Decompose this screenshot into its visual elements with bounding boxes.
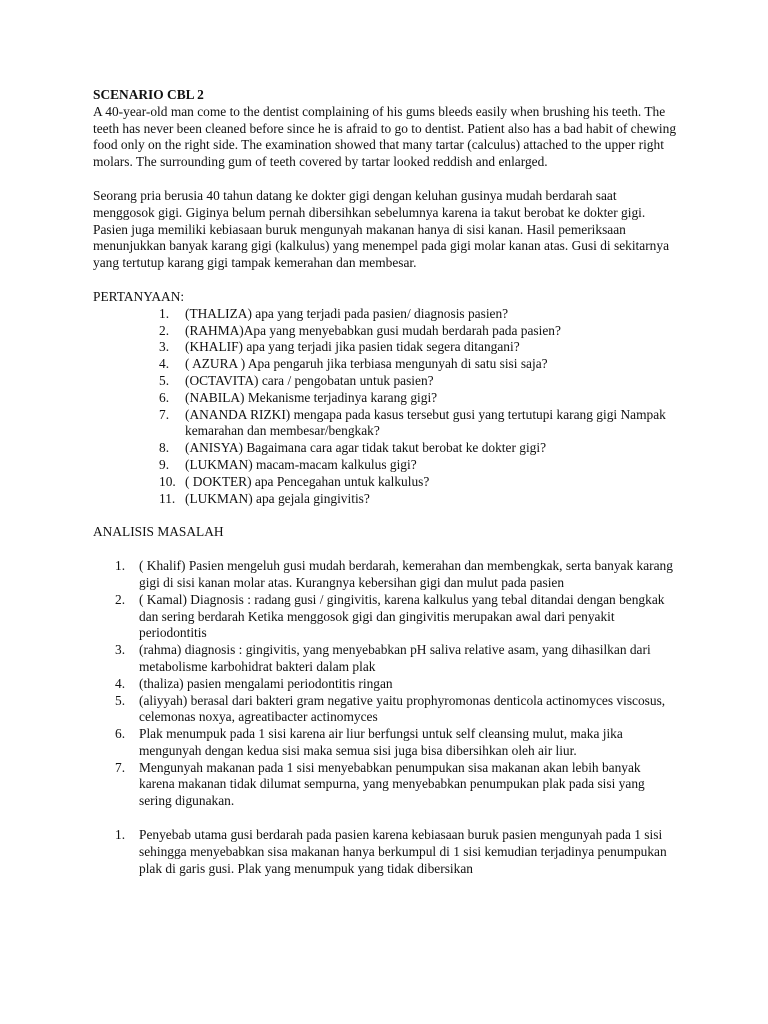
question-item-text: (THALIZA) apa yang terjadi pada pasien/ diagnosis pasien?	[185, 305, 509, 321]
question-item-text: (NABILA) Mekanisme terjadinya karang gigi?	[185, 389, 438, 405]
question-item	[93, 306, 678, 323]
question-item-text: (OCTAVITA) cara / pengobatan untuk pasien?	[185, 372, 434, 388]
question-item-text: ( DOKTER) apa Pencegahan untuk kalkulus?	[185, 473, 430, 489]
question-item	[93, 390, 678, 407]
question-item	[93, 491, 678, 508]
question-item-number: 3.	[159, 339, 170, 355]
scenario-english: A 40-year-old man come to the dentist complaining of his gums bleeds easily when brushing his teeth. The teeth has never been cleaned before since he is afraid to go to dentist. Patient also has a bad habit of chewing food only on the right side. The examination showed that many tartar (calculus) attached to the upper right molars. The surrounding gum of teeth covered by tartar looked reddish and enlarged.	[93, 103, 677, 170]
analysis-item-text: (rahma) diagnosis : gingivitis, yang menyebabkan pH saliva relative asam, yang dihasilkan dari metabolisme karbohidrat bakteri dalam plak	[139, 642, 651, 674]
scenario-title: SCENARIO CBL 2	[93, 87, 204, 102]
spacer	[93, 810, 678, 827]
analysis-list-continued	[93, 827, 678, 877]
question-item-number: 6.	[159, 389, 170, 405]
analysis-item-text: (thaliza) pasien mengalami periodontitis ringan	[139, 675, 393, 691]
analysis-item-number: 3.	[115, 642, 126, 658]
spacer	[93, 541, 678, 558]
analysis-item-number: 4.	[115, 675, 126, 691]
spacer	[93, 171, 678, 188]
analysis-item-text: Plak menumpuk pada 1 sisi karena air liur berfungsi untuk self cleansing mulut, maka jika mengunyah dengan kedua sisi maka semua sisi juga bisa dibersihkan oleh air liur.	[139, 726, 623, 758]
question-item-text: (ANISYA) Bagaimana cara agar tidak takut berobat ke dokter gigi?	[185, 440, 547, 456]
question-item-number: 2.	[159, 322, 170, 338]
analysis-list	[93, 558, 678, 810]
analysis-item	[93, 693, 678, 727]
questions-heading: PERTANYAAN:	[93, 288, 185, 304]
question-item-number: 9.	[159, 456, 170, 472]
analysis-item-text: ( Khalif) Pasien mengeluh gusi mudah berdarah, kemerahan dan membengkak, serta banyak karang gigi di sisi kanan molar atas. Kurangnya kebersihan gigi dan mulut pada pasien	[139, 558, 673, 590]
question-item-number: 4.	[159, 356, 170, 372]
question-item	[93, 339, 678, 356]
analysis-item-number: 7.	[115, 759, 126, 775]
question-item	[93, 407, 678, 441]
analysis-item	[93, 642, 678, 676]
question-item-number: 1.	[159, 305, 170, 321]
analysis-item-text: (aliyyah) berasal dari bakteri gram negative yaitu prophyromonas denticola actinomyces viscosus, celemonas noxya, agreatibacter actinomyces	[139, 692, 666, 725]
question-item-text: (LUKMAN) macam-macam kalkulus gigi?	[185, 456, 417, 472]
analysis-item	[93, 558, 678, 592]
question-item	[93, 457, 678, 474]
question-item-text: (ANANDA RIZKI) mengapa pada kasus tersebut gusi yang tertutupi karang gigi Nampak kemarahan dan membesar/bengkak?	[185, 406, 666, 439]
analysis-item	[93, 592, 678, 642]
questions-list	[93, 306, 678, 508]
analysis-item	[93, 726, 678, 760]
question-item	[93, 373, 678, 390]
question-item-number: 11.	[159, 490, 176, 506]
document-content	[93, 87, 678, 877]
analysis-item	[93, 760, 678, 810]
question-item-number: 8.	[159, 440, 170, 456]
analysis-item-number: 1.	[115, 827, 126, 843]
question-item	[93, 356, 678, 373]
question-item-text: (KHALIF) apa yang terjadi jika pasien tidak segera ditangani?	[185, 339, 520, 355]
analysis-item-number: 5.	[115, 692, 126, 708]
analysis-item	[93, 827, 678, 877]
question-item-text: (LUKMAN) apa gejala gingivitis?	[185, 490, 370, 506]
question-item-number: 5.	[159, 372, 170, 388]
spacer	[93, 507, 678, 524]
spacer	[93, 272, 678, 289]
question-item-text: ( AZURA ) Apa pengaruh jika terbiasa mengunyah di satu sisi saja?	[185, 356, 548, 372]
analysis-heading: ANALISIS MASALAH	[93, 524, 224, 540]
analysis-item-number: 1.	[115, 558, 126, 574]
analysis-item-text: Mengunyah makanan pada 1 sisi menyebabkan penumpukan sisa makanan akan lebih banyak karena makanan tidak dilumat sempurna, yang menyebabkan penumpukan plak pada sisi yang sering digunakan.	[139, 759, 645, 809]
question-item	[93, 474, 678, 491]
analysis-item-number: 2.	[115, 591, 126, 607]
analysis-item-text: Penyebab utama gusi berdarah pada pasien karena kebiasaan buruk pasien mengunyah pada 1 sisi sehingga menyebabkan sisa makanan hanya berkumpul di 1 sisi kemudian terjadinya penumpukan plak di garis gusi. Plak yang menumpuk yang tidak dibersikan	[139, 827, 667, 876]
question-item-number: 7.	[159, 406, 170, 422]
analysis-item-text: ( Kamal) Diagnosis : radang gusi / gingivitis, karena kalkulus yang tebal ditandai dengan bengkak dan sering berdarah Ketika menggosok gigi dan gingivitis merupakan awal dari penyakit periodontitis	[139, 591, 665, 641]
question-item	[93, 440, 678, 457]
scenario-indonesian: Seorang pria berusia 40 tahun datang ke dokter gigi dengan keluhan gusinya mudah berdarah saat menggosok gigi. Giginya belum pernah dibersihkan sebelumnya karena ia takut berobat ke dokter gigi. Pasien juga memiliki kebiasaan buruk mengunyah makanan hanya di sisi kanan. Hasil pemeriksaan menunjukkan banyak karang gigi (kalkulus) yang menempel pada gigi molar kanan atas. Gusi di sekitarnya yang tertutup karang gigi tampak kemerahan dan membesar.	[93, 187, 670, 271]
question-item-text: (RAHMA)Apa yang menyebabkan gusi mudah berdarah pada pasien?	[185, 322, 561, 338]
analysis-item	[93, 676, 678, 693]
question-item-number: 10.	[159, 473, 176, 489]
analysis-item-number: 6.	[115, 726, 126, 742]
question-item	[93, 323, 678, 340]
